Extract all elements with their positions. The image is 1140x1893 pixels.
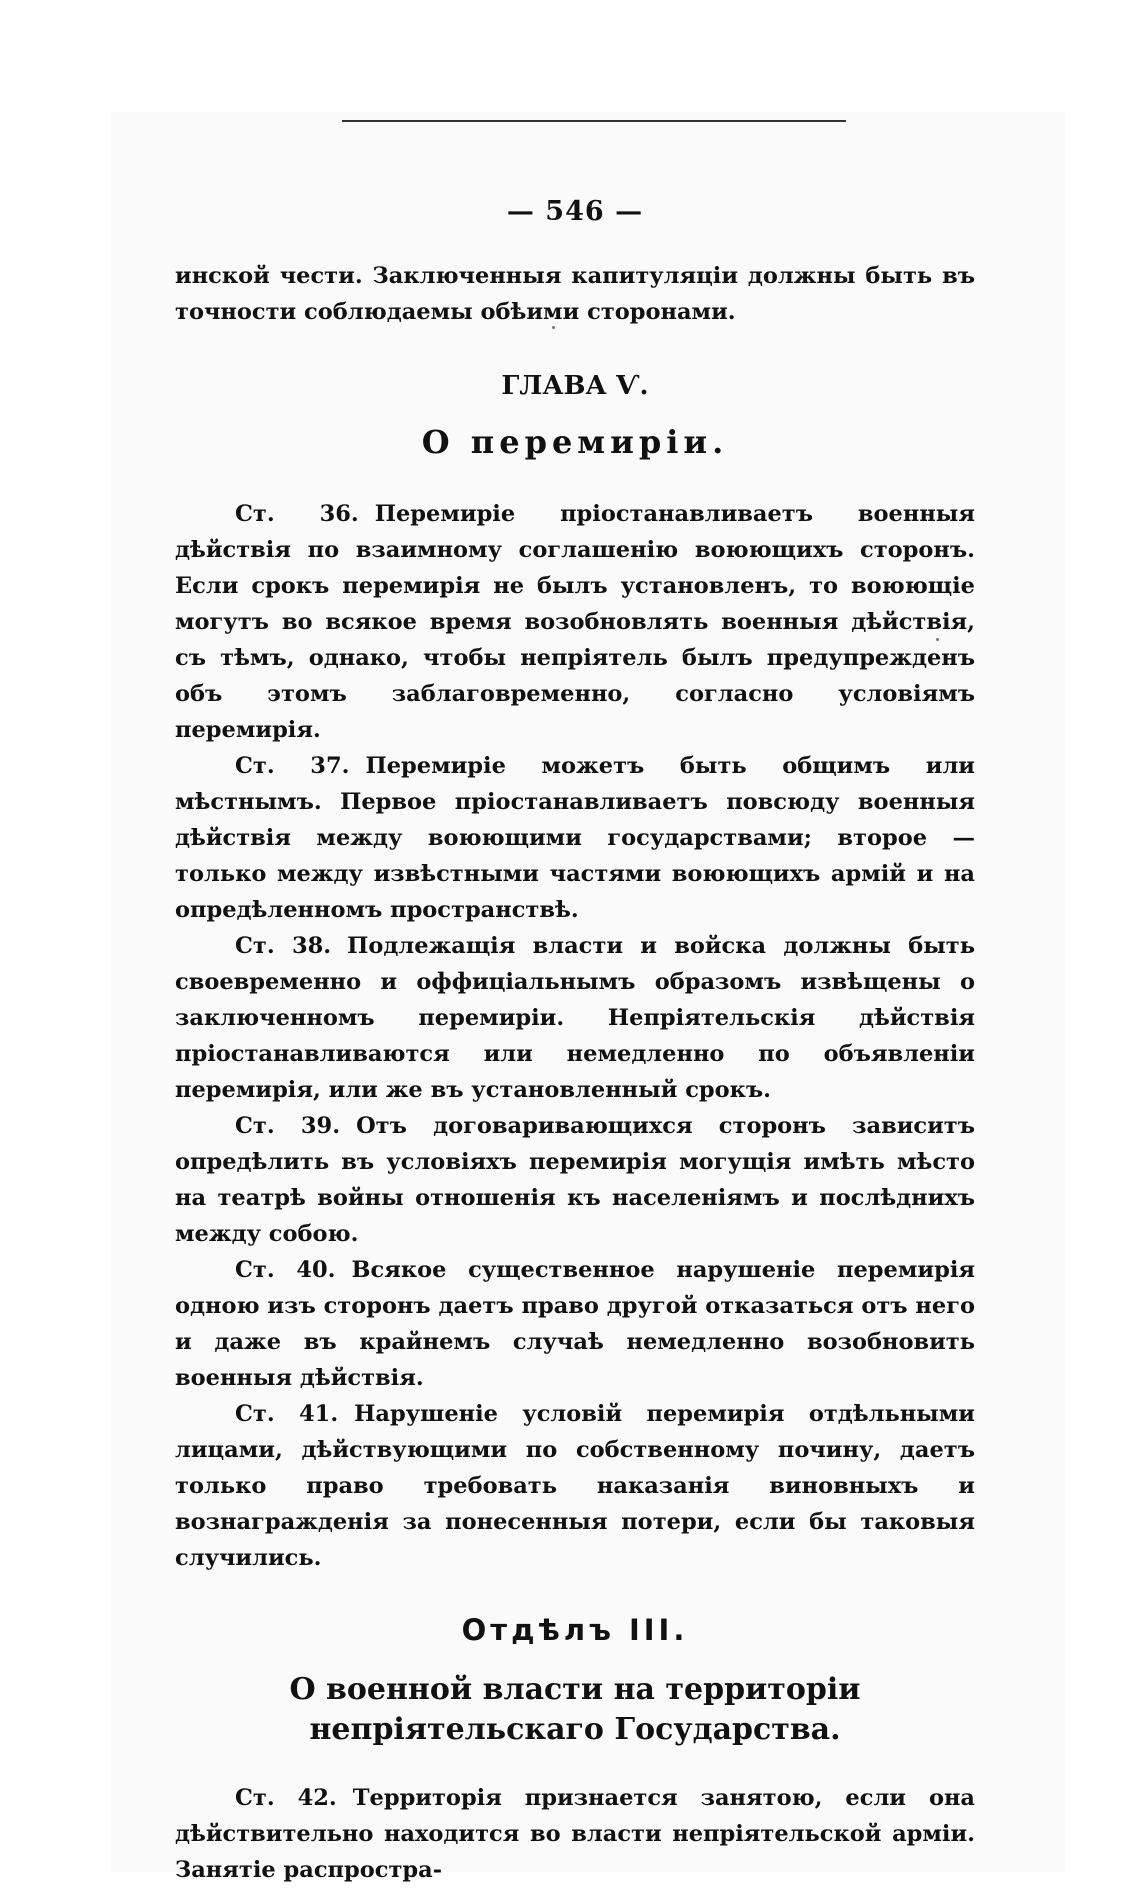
article-number: Ст. 40. [235,1257,336,1283]
article-39 [175,1108,975,1252]
article-36 [175,496,975,748]
article-text: Всякое существенное нарушеніе перемирія одною изъ сторонъ даетъ право другой отказаться отъ него и даже въ крайнемъ случаѣ немедленно возобновить военныя дѣйствія. [175,1257,975,1391]
article-40 [175,1252,975,1396]
section-subtitle: О военной власти на территоріи непріятельскаго Государства. [289,1672,861,1747]
page-number: — 546 — [506,196,644,227]
article-text: Отъ договаривающихся сторонъ зависитъ опредѣлить въ условіяхъ перемирія могущія имѣть мѣсто на театрѣ войны отношенія къ населеніямъ и послѣднихъ между собою. [175,1113,975,1247]
chapter-title: ГЛАВА Ѵ. [501,371,649,401]
article-text: Территорія признается занятою, если она дѣйствительно находится во власти непріятельской арміи. Занятіе распростра- [175,1785,975,1883]
scan-speck [936,638,939,641]
article-38 [175,928,975,1108]
article-text: Нарушеніе условій перемирія отдѣльными лицами, дѣйствующими по собственному почину, даетъ только право требовать наказанія виновныхъ и вознагражденія за понесенныя потери, если бы таковыя случились. [175,1401,975,1571]
page-text [175,192,975,1888]
article-number: Ст. 36. [235,501,359,527]
article-number: Ст. 38. [235,933,332,959]
article-number: Ст. 37. [235,753,350,779]
article-text: Перемиріе можетъ быть общимъ или мѣстнымъ. Первое пріостанавливаетъ повсюду военныя дѣйствія между воюющими государствами; второе — только между извѣстными частями воюющихъ армій и на опредѣленномъ пространствѣ. [175,753,975,923]
section-title: Отдѣлъ III. [461,1613,689,1647]
article-42 [175,1780,975,1888]
article-text: Подлежащія власти и войска должны быть своевременно и оффиціальнымъ образомъ извѣщены о заключенномъ перемиріи. Непріятельскія дѣйствія пріостанавливаются или немедленно по объявленіи перемирія, или же въ установленный срокъ. [175,933,975,1103]
article-number: Ст. 39. [235,1113,341,1139]
intro-paragraph: инской чести. Заключенныя капитуляціи должны быть въ точности соблюдаемы обѣими сторонами. [175,263,975,325]
chapter-subtitle: О перемиріи. [421,423,729,461]
article-41 [175,1396,975,1576]
article-number: Ст. 41. [235,1401,339,1427]
article-37 [175,748,975,928]
top-rule [342,120,846,122]
article-text: Перемиріе пріостанавливаетъ военныя дѣйствія по взаимному соглашенію воюющихъ сторонъ. Если срокъ перемирія не былъ установленъ, то воюющіе могутъ во всякое время возобновлять военныя дѣйствія, съ тѣмъ, однако, чтобы непріятель былъ предупрежденъ объ этомъ заблаговременно, согласно условіямъ перемирія. [175,501,975,743]
article-number: Ст. 42. [235,1785,337,1811]
scan-speck [552,326,555,329]
